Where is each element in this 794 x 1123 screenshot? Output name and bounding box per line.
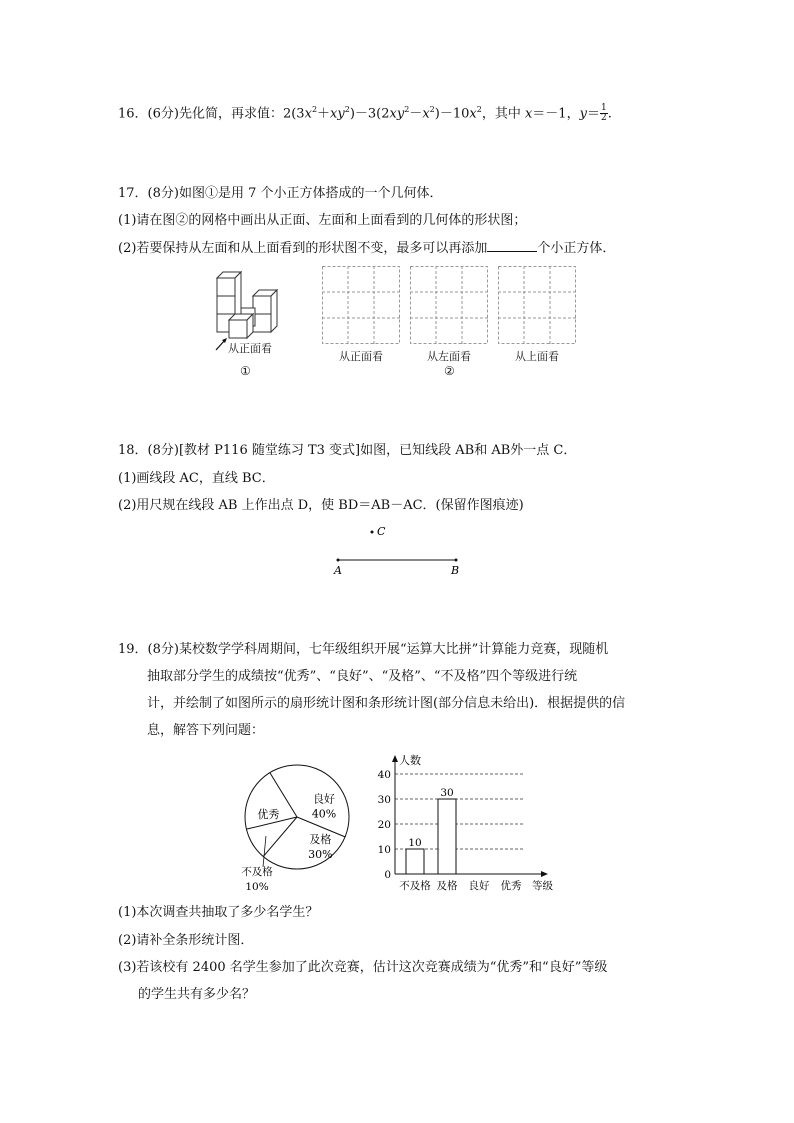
q18-line2: (1)画线段 AC，直线 BC． [118,471,275,486]
cube-figure [205,262,295,340]
pie-label-1-value: 30% [308,848,333,861]
segment-figure [330,522,470,578]
point-a-label: A [334,564,342,577]
q16-text: － [409,106,423,122]
q19-line1: 19．(8分)某校数学学科周期间，七年级组织开展“运算大比拼”计算能力竞赛，现随机 [118,642,609,657]
y-tick-label: 0 [384,869,391,881]
q19-sub3b: 的学生共有多少名？ [138,987,256,1002]
q19-line2: 抽取部分学生的成绩按“优秀”、“良好”、“及格”、“不及格”四个等级进行统 [147,669,578,684]
q16-fraction [600,104,608,123]
q17-line3 [118,239,615,258]
figure-1-label: ① [240,364,251,378]
cube-face [217,296,235,314]
q16-var: x [304,106,312,122]
q17-line3-text: (2)若要保持从左面和从上面看到的形状图不变，最多可以再添加 [118,241,488,256]
fraction-numerator: 1 [600,103,607,114]
point-a-dot [337,559,340,562]
x-tick-label: 不及格 [399,880,431,892]
x-axis-arrow [541,871,548,877]
x-tick-label: 良好 [468,880,490,892]
q16-text: )－3(2 [349,106,390,122]
q16-sup: 2 [404,105,410,114]
q16-text: 先化简，再求值：2(3 [178,106,305,122]
q16-text: )－10 [434,106,470,122]
point-b-label: B [451,564,460,577]
bar [438,799,456,874]
q16-text: ，其中 [481,106,525,122]
q16-text: ＝ [586,106,600,122]
cube-face [217,278,235,296]
y-tick-label: 20 [377,819,391,831]
cube-face [253,314,271,332]
pie-label-2-value: 10% [245,881,269,893]
q16-text: ＋ [317,106,331,122]
q16-score: (6分) [147,106,179,122]
x-tick-label: 优秀 [500,880,522,892]
y-tick-label: 10 [377,844,391,856]
q16-text: ＝－1， [532,106,580,122]
grid-caption-left: 从左面看 [427,350,471,363]
cube-side [271,290,277,332]
q16-var: x [469,106,477,122]
grid-left[interactable] [410,266,488,344]
figure-2-label: ② [444,364,455,378]
q17-line2: (1)请在图②的网格中画出从正面、左面和上面看到的几何体的形状图； [118,213,527,228]
y-axis-arrow [392,755,398,762]
front-view-arrow-label: 从正面看 [228,342,272,355]
grid-caption-front: 从正面看 [339,350,383,363]
q16-var: xy [389,106,405,122]
q17-line1: 17．(8分)如图①是用 7 个小正方体搭成的一个几何体． [118,186,443,201]
q16-end: . [607,106,612,122]
bar-chart [365,748,565,896]
q16-line [118,101,612,123]
q19-line4: 息，解答下列问题： [147,723,265,738]
q17-line3-text-end: 个小正方体． [537,241,616,256]
bar-value-label: 10 [408,837,422,849]
pie-label-3: 优秀 [257,808,280,822]
point-c-label: C [377,525,386,538]
x-axis-title: 等级 [532,880,553,892]
bar [406,849,424,874]
pie-label-1: 及格 [309,833,332,846]
q18-line1: 18．(8分)[教材 P116 随堂练习 T3 变式]如图，已知线段 AB和 AB外一点 C． [118,443,577,458]
q16-var: x [422,106,430,122]
y-tick-label: 30 [377,794,391,806]
q16-sup: 2 [476,105,482,114]
q16-var: y [579,106,587,122]
answer-blank[interactable] [487,239,537,252]
fraction-denominator: 2 [600,113,607,124]
grid-front[interactable] [322,266,400,344]
pie-chart [235,755,365,895]
grid-top[interactable] [498,266,576,344]
pie-label-2: 不及格 [241,866,273,878]
grid-caption-top: 从上面看 [515,350,559,363]
cube-face [229,320,247,338]
point-b-dot [455,559,458,562]
q16-var: xy [330,106,345,122]
x-tick-label: 及格 [436,880,458,892]
bar-value-label: 30 [440,787,454,799]
point-c-dot [371,531,374,534]
y-axis-title: 人数 [399,754,421,767]
q19-sub2: (2)请补全条形统计图． [118,933,254,948]
q18-line3: (2)用尺规在线段 AB 上作出点 D，使 BD＝AB－AC．(保留作图痕迹) [118,498,524,513]
q16-sup: 2 [311,105,318,114]
q19-sub1: (1)本次调查共抽取了多少名学生？ [118,905,319,920]
pie-label-0: 良好 [313,792,336,806]
pie-label-0-value: 40% [311,807,337,821]
y-tick-label: 40 [377,769,391,781]
q16-var: x [524,106,533,122]
q16-sup: 2 [429,105,435,114]
q16-sup: 2 [344,105,350,114]
q19-sub3a: (3)若该校有 2400 名学生参加了此次竞赛，估计这次竞赛成绩为“优秀”和“良好”等级 [118,960,608,975]
q19-line3: 计，并绘制了如图所示的扇形统计图和条形统计图(部分信息未给出)．根据提供的信 [147,696,626,711]
q16-number: 16． [118,106,148,122]
cube-face [253,296,271,314]
